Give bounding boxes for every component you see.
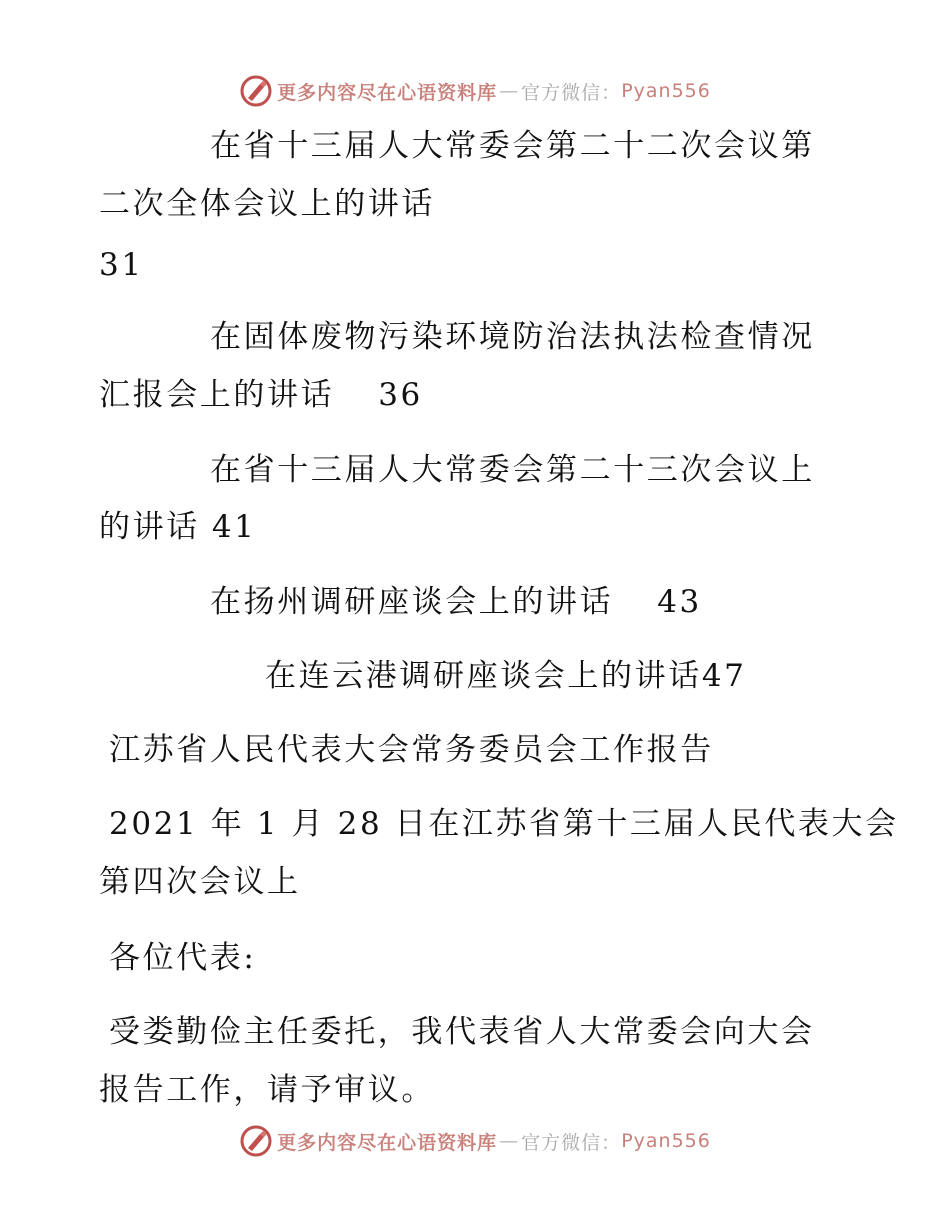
toc-entry-3-line1: 在省十三届人大常委会第二十三次会议上 (210, 452, 815, 488)
toc-entry-1-line2: 二次全体会议上的讲话 (99, 186, 435, 222)
watermark-header (0, 71, 950, 111)
watermark-id: Pyan556 (621, 1130, 711, 1152)
report-subtitle-line2: 第四次会议上 (99, 864, 301, 900)
toc-entry-5 (265, 656, 950, 696)
toc-entry-4-page: 43 (657, 584, 702, 620)
report-subtitle-line1: 2021 年 1 月 28 日在江苏省第十三届人民代表大会 (109, 806, 899, 842)
toc-entry-3-title: 的讲话 (99, 509, 200, 545)
report-title: 江苏省人民代表大会常务委员会工作报告 (109, 732, 714, 768)
watermark-brand: 官方微信： (521, 81, 622, 104)
watermark-separator: — (499, 80, 520, 102)
toc-entry-2-title: 汇报会上的讲话 (99, 377, 335, 413)
toc-entry-3-page: 41 (211, 509, 257, 545)
pen-logo-icon (239, 74, 273, 108)
watermark-text: 更多内容尽在心语资料库 (277, 81, 498, 104)
watermark-id: Pyan556 (621, 80, 711, 102)
paragraph-line2: 报告工作，请予审议。 (99, 1072, 435, 1108)
watermark-footer (0, 1121, 950, 1161)
toc-entry-1-page: 31 (99, 247, 144, 283)
watermark-text: 更多内容尽在心语资料库 (277, 1131, 498, 1154)
pen-logo-icon (239, 1124, 273, 1158)
paragraph-line1: 受娄勤俭主任委托，我代表省人大常委会向大会 (109, 1014, 815, 1050)
toc-entry-2-line2 (99, 375, 859, 415)
toc-entry-2-page: 36 (378, 377, 423, 413)
toc-entry-5-title: 在连云港调研座谈会上的讲话 (265, 658, 702, 694)
toc-entry-2-line1: 在固体废物污染环境防治法执法检查情况 (210, 319, 815, 355)
toc-entry-5-page: 47 (701, 658, 747, 694)
toc-entry-1-line1: 在省十三届人大常委会第二十二次会议第 (210, 128, 815, 164)
watermark-separator: — (499, 1130, 520, 1152)
salutation: 各位代表: (109, 940, 257, 976)
toc-entry-4 (210, 582, 950, 622)
watermark-brand: 官方微信： (521, 1131, 622, 1154)
toc-entry-4-title: 在扬州调研座谈会上的讲话 (210, 584, 614, 620)
toc-entry-3-line2 (99, 507, 859, 547)
